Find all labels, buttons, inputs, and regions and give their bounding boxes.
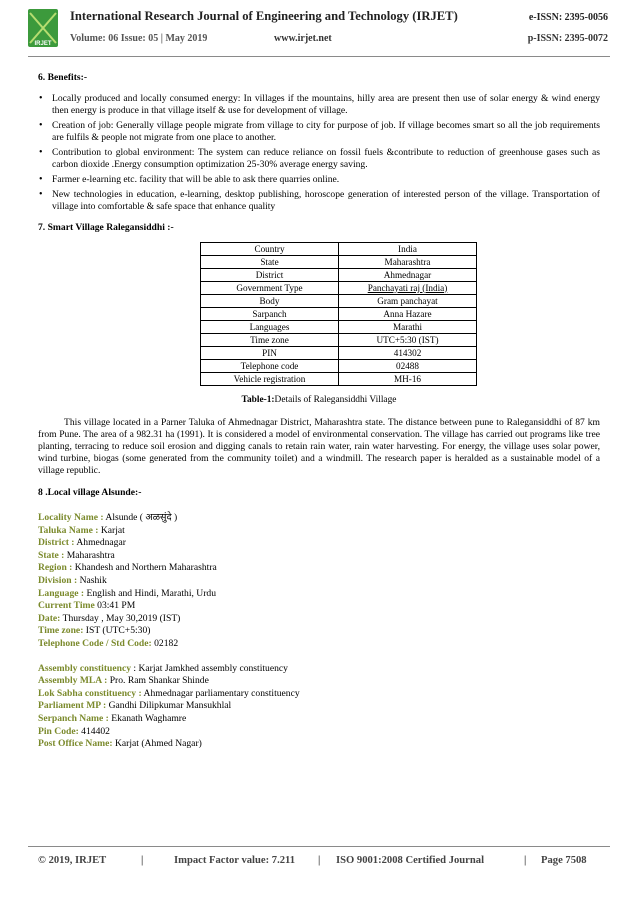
benefits-list <box>38 93 600 213</box>
table-cell-value: Gram panchayat <box>339 295 477 308</box>
detail-key: Parliament MP : <box>38 700 107 712</box>
table-row <box>201 256 477 269</box>
list-item: • Contribution to global environment: The system can reduce reliance on fossil fuels &contribute to reduction of greenhouse gases such as carbon dioxide .Energy consumption optimization 25-30% average energy saving. <box>38 147 600 171</box>
irjet-logo-icon <box>28 9 58 47</box>
table-row <box>201 282 477 295</box>
detail-line <box>38 738 600 751</box>
detail-value: : Karjat Jamkhed assembly constituency <box>131 662 288 674</box>
detail-value: Alsunde ( अळसुंदे ) <box>103 512 178 523</box>
detail-line <box>38 525 600 538</box>
detail-line <box>38 537 600 550</box>
table-cell-label: Vehicle registration <box>201 373 339 386</box>
footer-separator: | <box>318 855 321 866</box>
detail-value: Pro. Ram Shankar Shinde <box>107 675 209 687</box>
detail-line <box>38 726 600 739</box>
detail-value: 414402 <box>78 725 110 737</box>
village-details-table <box>200 242 477 386</box>
table-row <box>201 269 477 282</box>
section-heading-local-village: 8 .Local village Alsunde:- <box>38 487 142 498</box>
table-cell-label: Languages <box>201 321 339 334</box>
table-cell-label: District <box>201 269 339 282</box>
detail-line <box>38 613 600 626</box>
footer-impact-factor: Impact Factor value: 7.211 <box>174 855 296 866</box>
detail-value: Thursday , May 30,2019 (IST) <box>60 612 181 624</box>
table-row <box>201 373 477 386</box>
detail-value: Maharashtra <box>64 549 115 561</box>
section-heading-smart-village: 7. Smart Village Ralegansiddhi :- <box>38 222 174 233</box>
detail-key: Assembly constituency <box>38 662 132 674</box>
detail-value: Nashik <box>77 574 107 586</box>
detail-line <box>38 550 600 563</box>
header-divider <box>28 56 610 57</box>
detail-line <box>38 588 600 601</box>
detail-line <box>38 625 600 638</box>
detail-line <box>38 600 600 613</box>
detail-line <box>38 663 600 676</box>
detail-line <box>38 575 600 588</box>
detail-key: Current Time <box>38 600 95 612</box>
detail-line <box>38 562 600 575</box>
detail-value: Khandesh and Northern Maharashtra <box>72 562 217 574</box>
detail-line <box>38 700 600 713</box>
table-cell-label: State <box>201 256 339 269</box>
table-cell-value: Ahmednagar <box>339 269 477 282</box>
p-issn: p-ISSN: 2395-0072 <box>527 33 608 44</box>
table-cell-value: India <box>339 243 477 256</box>
detail-key: Date: <box>38 612 61 624</box>
locality-details <box>38 512 600 651</box>
caption-text: Details of Ralegansiddhi Village <box>274 395 397 405</box>
table-row <box>201 360 477 373</box>
village-paragraph: This village located in a Parner Taluka of Ahmednagar District, Maharashtra state. The distance between pune to Ralegansiddhi of 87 km from Pune. The area of a 982.31 ha (1991). It is considered a model of environmental conservation. The village has carried out programs like tree planting, terracing to reduce soil erosion and digging canals to retain rain water, rain water harvesting. For energy, the village uses solar power, wind turbine, biogas (some generated from the community toilet) and a windmill. The research paper is heralded as a sustainable model of a village republic. <box>38 417 600 476</box>
logo-text: IRJET <box>34 41 52 47</box>
detail-key: Division : <box>38 574 78 586</box>
table-cell-label: Government Type <box>201 282 339 295</box>
table-row <box>201 334 477 347</box>
table-cell-label: Body <box>201 295 339 308</box>
detail-key: Serpanch Name : <box>38 712 109 724</box>
detail-key: District : <box>38 537 75 549</box>
footer-copyright: © 2019, IRJET <box>38 855 107 866</box>
detail-key: Taluka Name : <box>38 524 99 536</box>
detail-key: Assembly MLA : <box>38 675 108 687</box>
table-cell-label: Country <box>201 243 339 256</box>
list-item: • Creation of job: Generally village people migrate from village to city for purpose of job. If village becomes smart so all the job requirements are fulfils & people not migrate from one place to another. <box>38 120 600 144</box>
detail-line <box>38 638 600 651</box>
table-cell-value: MH-16 <box>339 373 477 386</box>
table-cell-label: Telephone code <box>201 360 339 373</box>
footer-page-number: Page 7508 <box>541 855 587 866</box>
table-cell-value: 414302 <box>339 347 477 360</box>
footer-separator: | <box>141 855 144 866</box>
table-cell-value: Panchayati raj (India) <box>339 282 477 295</box>
website-link[interactable]: www.irjet.net <box>274 33 332 44</box>
detail-value: Ahmednagar parliamentary constituency <box>141 687 300 699</box>
article-body <box>38 66 600 751</box>
detail-key: Language : <box>38 587 85 599</box>
section-heading-benefits: 6. Benefits:- <box>38 72 88 83</box>
detail-value: Karjat (Ahmed Nagar) <box>112 738 202 750</box>
detail-key: State : <box>38 549 65 561</box>
detail-value: 02182 <box>151 637 179 649</box>
table-cell-value: Anna Hazare <box>339 308 477 321</box>
detail-value: Gandhi Dilipkumar Mansukhlal <box>106 700 232 712</box>
detail-value: Karjat <box>98 524 125 536</box>
list-item: • Farmer e-learning etc. facility that will be able to ask there quarries online. <box>38 174 600 186</box>
detail-key: Pin Code: <box>38 725 79 737</box>
list-item: • Locally produced and locally consumed energy: In villages if the mountains, hilly area are present then use of solar energy & wind energy then energy is produce in that village itself & use for development of village. <box>38 93 600 117</box>
table-row <box>201 321 477 334</box>
detail-key: Time zone: <box>38 625 84 637</box>
detail-key: Region : <box>38 562 73 574</box>
detail-value: IST (UTC+5:30) <box>83 625 151 637</box>
footer-divider <box>28 846 610 847</box>
constituency-details <box>38 663 600 751</box>
detail-value: 03:41 PM <box>94 600 136 612</box>
journal-title: International Research Journal of Engineering and Technology (IRJET) <box>70 9 458 23</box>
table-row <box>201 295 477 308</box>
detail-value: Ekanath Waghamre <box>108 712 187 724</box>
table-cell-label: Sarpanch <box>201 308 339 321</box>
table-cell-label: Time zone <box>201 334 339 347</box>
table-row <box>201 308 477 321</box>
table-cell-value: Maharashtra <box>339 256 477 269</box>
caption-label: Table-1: <box>241 395 275 405</box>
page-header <box>0 0 638 64</box>
table-cell-value: UTC+5:30 (IST) <box>339 334 477 347</box>
detail-key: Telephone Code / Std Code: <box>38 637 152 649</box>
table-cell-value: Marathi <box>339 321 477 334</box>
detail-key: Post Office Name: <box>38 738 113 750</box>
detail-line <box>38 713 600 726</box>
table-cell-label: PIN <box>201 347 339 360</box>
list-item: • New technologies in education, e-learning, desktop publishing, horoscope generation of interested person of the village. Transportation of village into comfortable & safe space that enhance quality <box>38 189 600 213</box>
volume-issue: Volume: 06 Issue: 05 | May 2019 <box>70 33 208 44</box>
detail-key: Locality Name : <box>38 512 104 523</box>
detail-line <box>38 688 600 701</box>
footer-separator: | <box>524 855 527 866</box>
table-row <box>201 243 477 256</box>
footer-iso: ISO 9001:2008 Certified Journal <box>336 855 485 866</box>
detail-line <box>38 675 600 688</box>
detail-value: English and Hindi, Marathi, Urdu <box>84 587 217 599</box>
table-cell-value: 02488 <box>339 360 477 373</box>
table-caption <box>38 394 600 406</box>
detail-value: Ahmednagar <box>74 537 126 549</box>
e-issn: e-ISSN: 2395-0056 <box>528 12 608 23</box>
detail-line <box>38 512 600 525</box>
detail-key: Lok Sabha constituency : <box>38 687 142 699</box>
table-row <box>201 347 477 360</box>
